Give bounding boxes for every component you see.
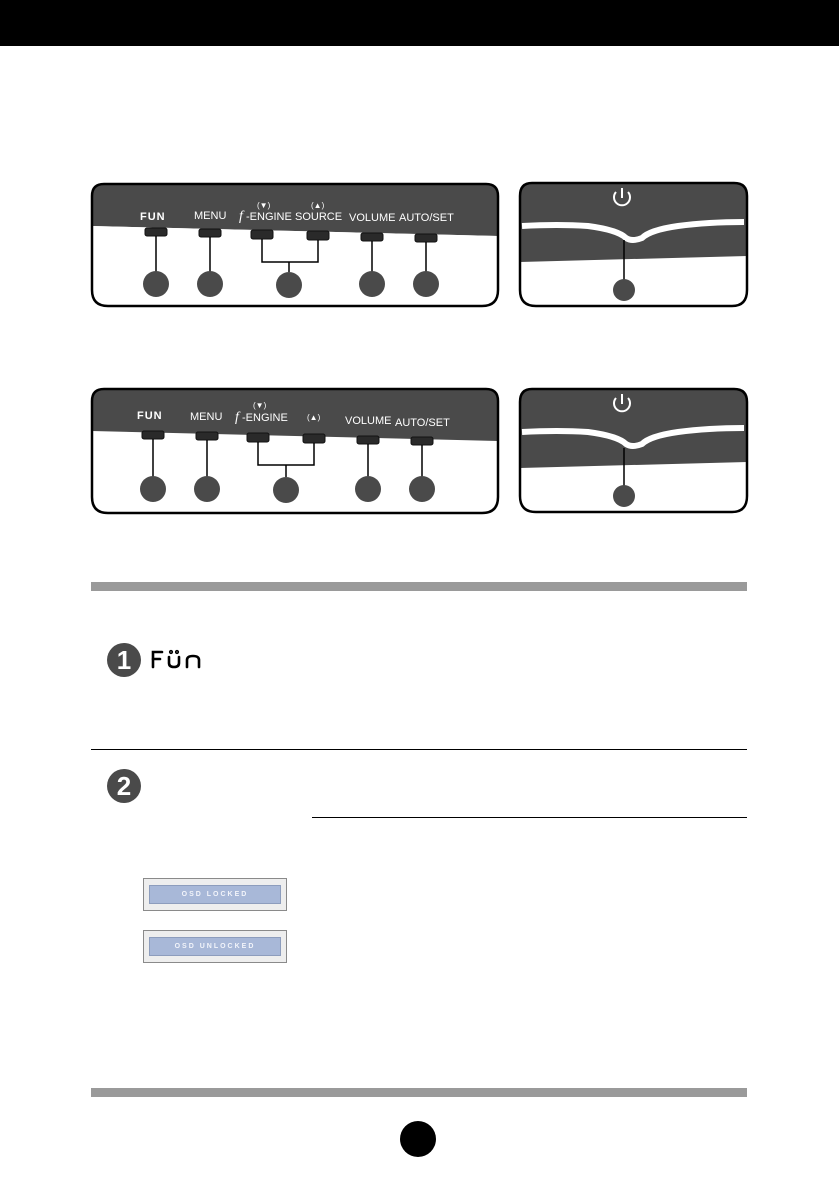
svg-text:1: 1 <box>116 645 132 675</box>
power-panel-b <box>518 386 750 516</box>
callout-power <box>613 279 635 301</box>
power-panel-a <box>518 180 750 310</box>
callout-5 <box>409 476 435 502</box>
svg-text:2: 2 <box>116 771 132 801</box>
menu-button[interactable] <box>196 432 218 440</box>
down-arrow-label: (▼) <box>253 401 267 410</box>
menu-button[interactable] <box>199 229 221 237</box>
fengine-button[interactable] <box>251 230 273 239</box>
up-arrow-label: (▲) <box>307 413 321 422</box>
up-arrow-label: (▲) <box>311 201 325 210</box>
down-arrow-label: (▼) <box>257 201 271 210</box>
fun-button-label: FUN <box>140 211 166 223</box>
volume-button[interactable] <box>361 233 383 241</box>
volume-button[interactable] <box>357 436 379 444</box>
callout-1 <box>143 271 169 297</box>
header-bar <box>0 0 839 46</box>
section-number-1 <box>106 642 142 678</box>
page-number-marker <box>400 1121 436 1157</box>
callout-4 <box>359 271 385 297</box>
fengine-button[interactable] <box>247 433 269 442</box>
osd-unlocked-text: OSD UNLOCKED <box>149 937 281 956</box>
callout-3 <box>273 477 299 503</box>
fengine-f-label: f <box>239 209 243 224</box>
source-button-label: SOURCE <box>295 211 343 223</box>
callout-2 <box>194 476 220 502</box>
callout-5 <box>413 271 439 297</box>
volume-button-label: VOLUME <box>349 212 396 224</box>
autoset-button-label: AUTO/SET <box>395 417 450 429</box>
fengine-button-label: -ENGINE <box>246 211 292 223</box>
callout-2 <box>197 271 223 297</box>
section-divider <box>91 749 747 750</box>
callout-power <box>613 485 635 507</box>
menu-button-label: MENU <box>194 210 227 222</box>
section-number-2 <box>106 768 142 804</box>
fun-button[interactable] <box>145 228 167 236</box>
section-rule-bottom <box>91 1088 747 1097</box>
callout-3 <box>276 272 302 298</box>
osd-locked-text: OSD LOCKED <box>149 885 281 904</box>
autoset-button[interactable] <box>415 234 437 242</box>
osd-unlocked-dialog <box>143 930 287 963</box>
menu-button-label: MENU <box>190 411 223 423</box>
callout-4 <box>355 476 381 502</box>
subsection-divider <box>312 817 747 818</box>
fun-button[interactable] <box>142 431 164 439</box>
autoset-button-label: AUTO/SET <box>399 212 454 224</box>
fun-button-label: FUN <box>137 410 163 422</box>
volume-button-label: VOLUME <box>345 415 392 427</box>
control-panel-a <box>90 180 502 310</box>
source-button[interactable] <box>307 231 329 240</box>
section-rule-top <box>91 582 747 591</box>
osd-locked-dialog <box>143 878 287 911</box>
fengine-f-label: f <box>235 410 239 425</box>
fun-logo <box>150 647 206 676</box>
up-button[interactable] <box>303 434 325 443</box>
control-panel-b <box>90 385 502 517</box>
autoset-button[interactable] <box>411 437 433 445</box>
svg-text:FUN: FUN <box>150 647 153 648</box>
fengine-button-label: -ENGINE <box>242 412 288 424</box>
callout-1 <box>140 476 166 502</box>
